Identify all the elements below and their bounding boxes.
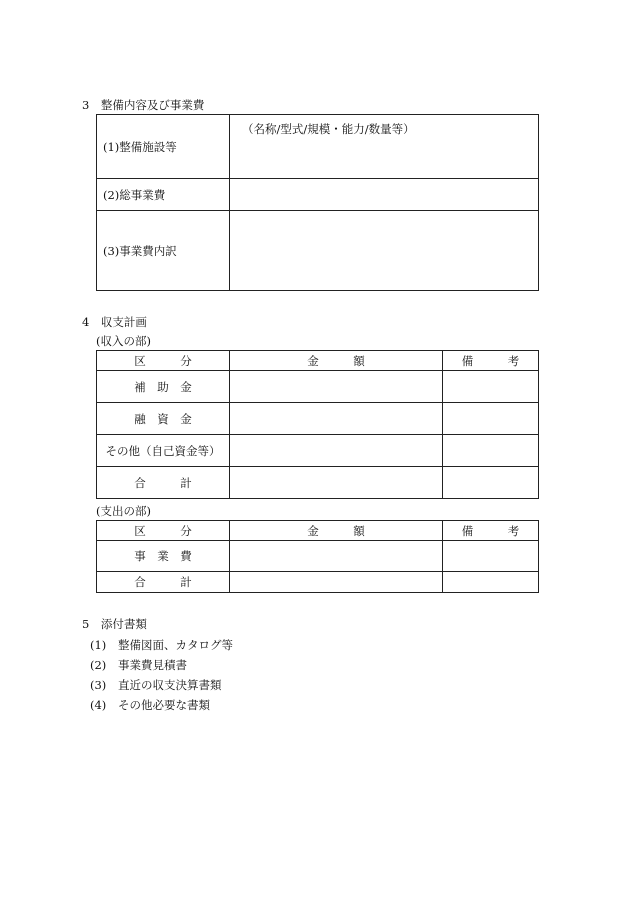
income-amount-cell [230,403,443,435]
list-item-number: (4) [90,698,107,712]
list-item-number: (2) [90,658,107,672]
income-row-other: その他（自己資金等） [97,435,230,467]
list-item [90,637,233,653]
list-item [90,657,187,673]
income-amount-cell [230,467,443,499]
cost-breakdown-value [230,211,539,291]
expense-amount-cell [230,572,443,593]
income-remarks-cell [443,435,539,467]
table-row [97,211,539,291]
income-amount-cell [230,371,443,403]
table-row [97,115,539,179]
expense-header-remarks: 備 考 [443,521,539,541]
income-header-amount: 金 額 [230,351,443,371]
facility-label: (1)整備施設等 [97,115,230,179]
total-cost-value [230,179,539,211]
list-item-text: 事業費見積書 [118,658,187,672]
list-item-text: その他必要な書類 [118,698,210,712]
income-amount-cell [230,435,443,467]
expense-header-row [97,521,539,541]
section-3-title: 3 整備内容及び事業費 [82,98,205,112]
table-row [97,572,539,593]
income-table [96,350,539,499]
expense-remarks-cell [443,572,539,593]
list-item-number: (3) [90,678,107,692]
list-item-text: 整備図面、カタログ等 [118,638,233,652]
section-3-table [96,114,539,291]
expense-caption: (支出の部) [96,504,151,518]
list-item [90,677,222,693]
income-row-loan: 融 資 金 [97,403,230,435]
expense-row-project-cost: 事 業 費 [97,541,230,572]
expense-header-amount: 金 額 [230,521,443,541]
income-header-row [97,351,539,371]
income-caption: (収入の部) [96,334,151,348]
expense-header-category: 区 分 [97,521,230,541]
section-4-title: 4 収支計画 [82,315,147,329]
expense-remarks-cell [443,541,539,572]
total-cost-label: (2)総事業費 [97,179,230,211]
expense-amount-cell [230,541,443,572]
income-remarks-cell [443,371,539,403]
facility-note: （名称/型式/規模・能力/数量等） [230,115,539,179]
table-row [97,541,539,572]
table-row [97,467,539,499]
expense-table [96,520,539,593]
table-row [97,435,539,467]
income-header-remarks: 備 考 [443,351,539,371]
income-remarks-cell [443,467,539,499]
income-remarks-cell [443,403,539,435]
list-item-number: (1) [90,638,107,652]
list-item [90,697,210,713]
list-item-text: 直近の収支決算書類 [118,678,222,692]
table-row [97,371,539,403]
table-row [97,403,539,435]
income-row-total: 合 計 [97,467,230,499]
cost-breakdown-label: (3)事業費内訳 [97,211,230,291]
expense-row-total: 合 計 [97,572,230,593]
income-header-category: 区 分 [97,351,230,371]
section-5-title: 5 添付書類 [82,617,147,631]
income-row-subsidy: 補 助 金 [97,371,230,403]
table-row [97,179,539,211]
